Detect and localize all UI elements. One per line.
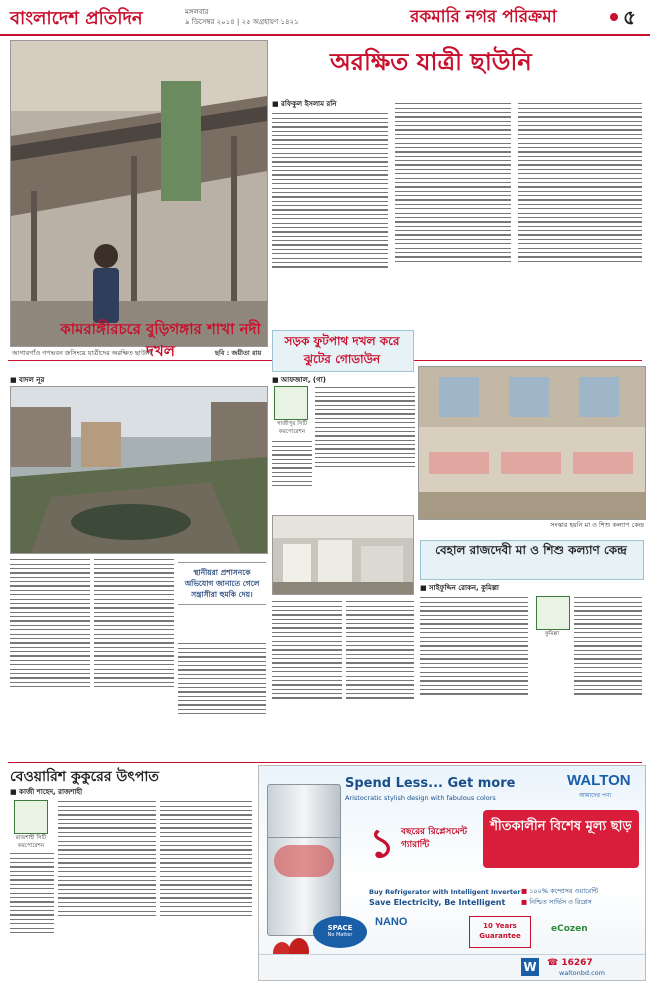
story1-headline[interactable]: অরক্ষিত যাত্রী ছাউনি — [330, 47, 532, 76]
winter-offer-text: শীতকালীন বিশেষ মূল্য ছাড় — [490, 819, 632, 834]
check-icon: ■ — [521, 887, 530, 895]
story1-body-col1 — [272, 110, 388, 350]
section-title: রকমারি নগর পরিক্রমা — [410, 7, 557, 27]
river-encroachment-image — [11, 387, 267, 553]
walton-logo: WALTON — [567, 772, 631, 789]
walton-advertisement[interactable] — [258, 765, 646, 981]
story3-body-col3 — [346, 598, 414, 758]
phone-icon: ☎ — [547, 958, 562, 968]
story5-tag: রাজশাহী সিটি করপোরেশন — [15, 835, 47, 849]
space-sub: No Matter — [327, 932, 353, 938]
story5-body-col0 — [10, 850, 54, 980]
winter-offer-banner — [483, 810, 639, 868]
story3-byline: ■ আফজাল, (গা) — [272, 376, 326, 384]
story1-photo-caption: আগারগাঁও গণভবন ক্রসিংয়ে যাত্রীদের অরক্ষিত ছাউনি — [12, 349, 152, 357]
clinic-interior-image — [419, 367, 645, 519]
story4-headline[interactable]: বেহাল রাজদেবী মা ও শিশু কল্যাণ কেন্দ্র — [435, 543, 627, 557]
story2-pullquote — [178, 562, 266, 605]
story5-body-col2 — [160, 798, 252, 980]
warranty-number: ১ — [369, 820, 395, 867]
hotline-text: 16267 — [561, 958, 593, 968]
hotline-number[interactable] — [547, 958, 593, 968]
walton-w-logo: W — [521, 958, 539, 976]
story1-photo-credit: ছবি : জয়ীতা রায় — [215, 349, 262, 357]
ad-point-1 — [521, 886, 598, 897]
nano-logo: NANO — [375, 916, 408, 928]
story4-photo[interactable] — [418, 366, 646, 520]
section-dot-icon — [610, 13, 618, 21]
story2-photo[interactable] — [10, 386, 268, 554]
story4-byline: ■ সাইফুদ্দিন রোকন, কুমিল্লা — [420, 584, 499, 592]
story3-tag: গাজীপুর সিটি করপোরেশন — [277, 421, 307, 435]
story1-body-col2 — [395, 100, 511, 350]
ecozen-logo: eCozen — [551, 924, 588, 934]
story5-body-col1 — [58, 798, 156, 980]
jhut-godown-image — [273, 516, 413, 594]
story3-body-col1 — [315, 384, 415, 512]
refrigerator-image — [267, 784, 341, 936]
space-title: SPACE — [327, 924, 353, 932]
story4-photo-caption: সংস্কার হয়নি মা ও শিশু কল্যাণ কেন্দ্র — [550, 521, 644, 529]
warranty-text: বছরের রিপ্লেসমেন্ট গ্যারান্টি — [401, 827, 468, 850]
rajshahi-city-logo — [14, 800, 48, 834]
story4-body-col1 — [420, 594, 528, 754]
ad-headline: Spend Less... Get more — [345, 776, 516, 791]
story2-body-col3 — [178, 640, 266, 755]
newspaper-logo[interactable]: বাংলাদেশ প্রতিদিন — [10, 8, 143, 29]
pullquote-text: স্থানীয়রা প্রশাসনকে অভিযোগ জানাতে গেলে সন্ত্রাসীরা হুমকি দেয়। — [184, 568, 260, 599]
check-icon: ■ — [521, 898, 530, 906]
story2-body-col2 — [94, 556, 174, 756]
story2-headline-text[interactable]: কামরাঙ্গীরচরে বুড়িগঙ্গার শাখা নদী দখল — [60, 320, 261, 360]
walton-website[interactable]: waltonbd.com — [559, 969, 605, 977]
story1-photo[interactable] — [10, 40, 268, 347]
story4-body-col2 — [574, 594, 642, 754]
comilla-city-logo — [536, 596, 570, 630]
story3-body-col0 — [272, 438, 312, 512]
story1-byline: ■ রফিকুল ইসলাম রনি — [272, 100, 337, 108]
ad-tagline-2: Save Electricity, Be Intelligent — [369, 898, 506, 907]
story1-body-col3 — [518, 100, 642, 350]
issue-date — [185, 7, 299, 27]
point2-text: নিশ্চিত সার্ভিস ও রিপ্লেস — [529, 898, 592, 906]
story3-body-col2 — [272, 598, 342, 758]
story3-photo[interactable] — [272, 515, 414, 595]
ad-subline: Aristocratic stylish design with fabulous colors — [345, 794, 496, 802]
warranty-badge — [369, 812, 479, 876]
story5-headline[interactable]: বেওয়ারিশ কুকুরের উৎপাত — [10, 769, 159, 785]
space-badge — [313, 916, 367, 948]
ad-point-2 — [521, 897, 592, 908]
story4-tag: কুমিল্লা — [545, 631, 559, 637]
guarantee-badge — [469, 916, 531, 948]
point1-text: ১০০% কম্প্রেসর ওয়ারেন্টি — [529, 887, 599, 895]
ad-tagline-1: Buy Refrigerator with Intelligent Inverter — [369, 888, 521, 896]
divider — [8, 762, 642, 763]
bus-shelter-image — [11, 41, 267, 346]
story2-byline: ■ বাদল নূর — [10, 376, 45, 384]
story5-byline: ■ কাজী শাহেদ, রাজশাহী — [10, 788, 83, 796]
story3-headline[interactable]: সড়ক ফুটপাথ দখল করে ঝুটের গোডাউন — [284, 334, 400, 366]
walton-logo-sub: আমাদের পণ্য — [579, 792, 612, 799]
story2-body-col1 — [10, 556, 90, 756]
issue-day: মঙ্গলবার — [185, 8, 209, 16]
page-number: ৫ — [623, 5, 636, 29]
issue-full-date: ৯ ডিসেম্বর ২০১৪ | ২৫ অগ্রহায়ণ ১৪২১ — [185, 18, 299, 26]
gazipur-city-logo — [274, 386, 308, 420]
guarantee-text: 10 Years Guarantee — [479, 922, 521, 940]
